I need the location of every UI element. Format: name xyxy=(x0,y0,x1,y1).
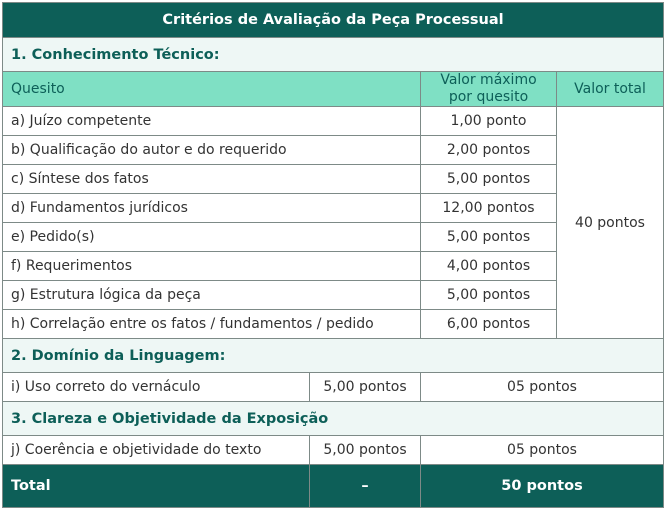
col-valor-maximo-line1: Valor máximo xyxy=(440,72,537,88)
item-label: a) Juízo competente xyxy=(3,107,421,136)
section-heading-row xyxy=(3,402,664,436)
evaluation-criteria-table xyxy=(2,2,664,508)
table-row xyxy=(3,436,664,465)
item-value: 5,00 pontos xyxy=(421,165,557,194)
item-label: d) Fundamentos jurídicos xyxy=(3,194,421,223)
item-value: 6,00 pontos xyxy=(421,310,557,339)
item-value: 5,00 pontos xyxy=(421,281,557,310)
item-total: 05 pontos xyxy=(421,373,664,402)
item-label: h) Correlação entre os fatos / fundamentos / pedido xyxy=(3,310,421,339)
item-value: 5,00 pontos xyxy=(421,223,557,252)
table-title-row xyxy=(3,3,664,38)
grand-total: 50 pontos xyxy=(421,465,664,508)
column-header-row xyxy=(3,72,664,107)
col-quesito-header: Quesito xyxy=(3,72,421,107)
section2-heading: 2. Domínio da Linguagem: xyxy=(3,339,664,373)
item-label: c) Síntese dos fatos xyxy=(3,165,421,194)
item-label: e) Pedido(s) xyxy=(3,223,421,252)
total-row xyxy=(3,465,664,508)
item-label: f) Requerimentos xyxy=(3,252,421,281)
item-value: 12,00 pontos xyxy=(421,194,557,223)
total-label: Total xyxy=(3,465,310,508)
section-heading-row xyxy=(3,38,664,72)
table-row xyxy=(3,107,664,136)
total-dash: – xyxy=(310,465,421,508)
section3-heading: 3. Clareza e Objetividade da Exposição xyxy=(3,402,664,436)
section1-heading: 1. Conhecimento Técnico: xyxy=(3,38,664,72)
item-label: b) Qualificação do autor e do requerido xyxy=(3,136,421,165)
section1-total: 40 pontos xyxy=(557,107,664,339)
item-value: 2,00 pontos xyxy=(421,136,557,165)
item-value: 5,00 pontos xyxy=(310,373,421,402)
item-label: j) Coerência e objetividade do texto xyxy=(3,436,310,465)
item-value: 4,00 pontos xyxy=(421,252,557,281)
item-label: g) Estrutura lógica da peça xyxy=(3,281,421,310)
col-valor-total-header: Valor total xyxy=(557,72,664,107)
col-valor-maximo-line2: por quesito xyxy=(448,89,529,105)
section-heading-row xyxy=(3,339,664,373)
item-total: 05 pontos xyxy=(421,436,664,465)
item-value: 1,00 ponto xyxy=(421,107,557,136)
item-label: i) Uso correto do vernáculo xyxy=(3,373,310,402)
item-value: 5,00 pontos xyxy=(310,436,421,465)
table-title: Critérios de Avaliação da Peça Processual xyxy=(3,3,664,38)
table-row xyxy=(3,373,664,402)
col-valor-maximo-header xyxy=(421,72,557,107)
